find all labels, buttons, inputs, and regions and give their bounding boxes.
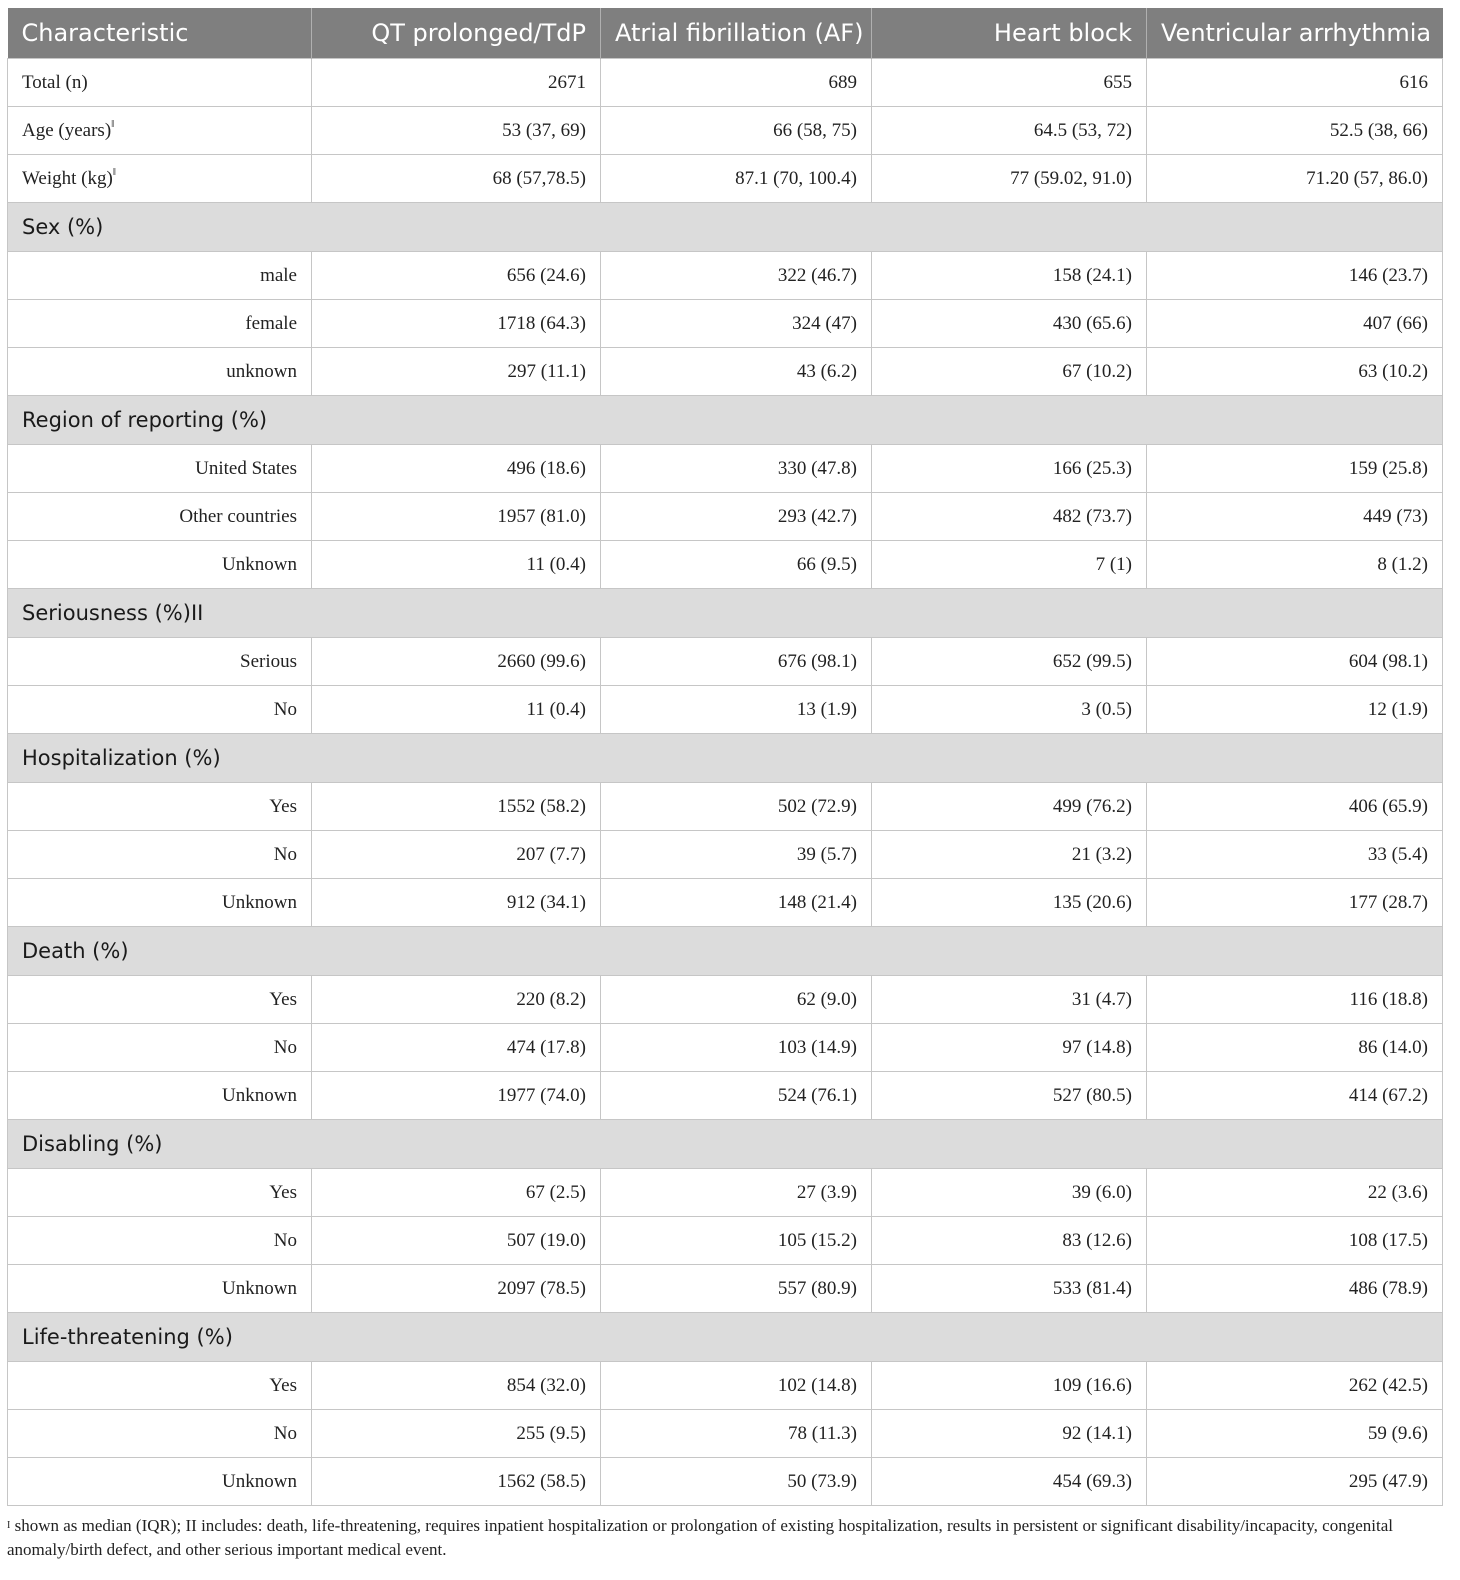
table-cell: 655 — [872, 59, 1147, 107]
table-cell: 414 (67.2) — [1147, 1072, 1443, 1120]
table-row — [8, 1217, 1443, 1265]
table-cell: 62 (9.0) — [601, 976, 872, 1024]
table-row — [8, 348, 1443, 396]
row-label-text: female — [245, 312, 297, 334]
row-label — [8, 638, 312, 686]
table-cell: 8 (1.2) — [1147, 541, 1443, 589]
table-row — [8, 1169, 1443, 1217]
table-row — [8, 1265, 1443, 1313]
table-cell: 52.5 (38, 66) — [1147, 107, 1443, 155]
row-label — [8, 1024, 312, 1072]
row-label-text: United States — [195, 457, 297, 479]
table-cell: 86 (14.0) — [1147, 1024, 1443, 1072]
characteristics-table — [7, 8, 1443, 1506]
table-cell: 557 (80.9) — [601, 1265, 872, 1313]
table-cell: 177 (28.7) — [1147, 879, 1443, 927]
table-cell: 533 (81.4) — [872, 1265, 1147, 1313]
table-cell: 449 (73) — [1147, 493, 1443, 541]
row-label — [8, 252, 312, 300]
row-label-text: Unknown — [222, 1277, 297, 1299]
table-cell: 2671 — [312, 59, 601, 107]
table-cell: 148 (21.4) — [601, 879, 872, 927]
table-cell: 166 (25.3) — [872, 445, 1147, 493]
section-header-row — [8, 927, 1443, 976]
header-qt-prolonged: QT prolonged/TdP — [312, 8, 601, 59]
table-row — [8, 252, 1443, 300]
table-cell: 109 (16.6) — [872, 1362, 1147, 1410]
table-row — [8, 1410, 1443, 1458]
row-label-text: No — [273, 1036, 297, 1058]
section-header-row — [8, 1120, 1443, 1169]
table-cell: 64.5 (53, 72) — [872, 107, 1147, 155]
characteristics-table-container — [7, 8, 1442, 1506]
table-row — [8, 493, 1443, 541]
section-label: Life-threatening (%) — [8, 1313, 1443, 1362]
table-cell: 854 (32.0) — [312, 1362, 601, 1410]
section-header-row — [8, 1313, 1443, 1362]
table-cell: 652 (99.5) — [872, 638, 1147, 686]
row-label-text: Age (years) — [22, 119, 112, 141]
table-cell: 68 (57,78.5) — [312, 155, 601, 203]
table-cell: 63 (10.2) — [1147, 348, 1443, 396]
table-row — [8, 445, 1443, 493]
row-label-superscript: ǁ — [112, 165, 116, 178]
table-cell: 7 (1) — [872, 541, 1147, 589]
row-label — [8, 493, 312, 541]
table-cell: 207 (7.7) — [312, 831, 601, 879]
header-characteristic: Characteristic — [8, 8, 312, 59]
table-row — [8, 59, 1443, 107]
table-row — [8, 879, 1443, 927]
table-cell: 324 (47) — [601, 300, 872, 348]
row-label — [8, 59, 312, 107]
table-cell: 13 (1.9) — [601, 686, 872, 734]
section-label: Death (%) — [8, 927, 1443, 976]
section-label: Seriousness (%)II — [8, 589, 1443, 638]
table-cell: 330 (47.8) — [601, 445, 872, 493]
table-row — [8, 1024, 1443, 1072]
table-cell: 499 (76.2) — [872, 783, 1147, 831]
table-cell: 524 (76.1) — [601, 1072, 872, 1120]
table-cell: 656 (24.6) — [312, 252, 601, 300]
row-label — [8, 1072, 312, 1120]
table-row — [8, 1072, 1443, 1120]
row-label — [8, 155, 312, 203]
table-cell: 604 (98.1) — [1147, 638, 1443, 686]
table-cell: 97 (14.8) — [872, 1024, 1147, 1072]
table-cell: 1718 (64.3) — [312, 300, 601, 348]
section-label: Disabling (%) — [8, 1120, 1443, 1169]
table-cell: 11 (0.4) — [312, 686, 601, 734]
table-row — [8, 107, 1443, 155]
table-cell: 59 (9.6) — [1147, 1410, 1443, 1458]
table-cell: 50 (73.9) — [601, 1458, 872, 1506]
row-label — [8, 1410, 312, 1458]
row-label-text: No — [273, 1422, 297, 1444]
table-cell: 262 (42.5) — [1147, 1362, 1443, 1410]
table-row — [8, 300, 1443, 348]
section-header-row — [8, 734, 1443, 783]
row-label — [8, 831, 312, 879]
table-cell: 676 (98.1) — [601, 638, 872, 686]
row-label-text: No — [273, 698, 297, 720]
table-cell: 92 (14.1) — [872, 1410, 1147, 1458]
row-label-text: unknown — [226, 360, 297, 382]
table-row — [8, 686, 1443, 734]
table-row — [8, 638, 1443, 686]
table-cell: 1562 (58.5) — [312, 1458, 601, 1506]
footnote-text: shown as median (IQR); II includes: death, life-threatening, requires inpatient hospitalization or prolongation of existing hospitalization, results in persistent or significant disability/incapacity, congenital anomaly/birth defect, and other serious important medical event. — [7, 1516, 1393, 1559]
table-row — [8, 155, 1443, 203]
table-row — [8, 783, 1443, 831]
section-header-row — [8, 396, 1443, 445]
table-row — [8, 831, 1443, 879]
table-cell: 116 (18.8) — [1147, 976, 1443, 1024]
table-cell: 27 (3.9) — [601, 1169, 872, 1217]
row-label-text: Unknown — [222, 891, 297, 913]
table-cell: 496 (18.6) — [312, 445, 601, 493]
section-header-row — [8, 203, 1443, 252]
table-cell: 912 (34.1) — [312, 879, 601, 927]
table-cell: 77 (59.02, 91.0) — [872, 155, 1147, 203]
table-cell: 430 (65.6) — [872, 300, 1147, 348]
table-cell: 2660 (99.6) — [312, 638, 601, 686]
header-atrial-fibrillation: Atrial fibrillation (AF) — [601, 8, 872, 59]
row-label — [8, 541, 312, 589]
table-cell: 71.20 (57, 86.0) — [1147, 155, 1443, 203]
row-label-text: Unknown — [222, 1084, 297, 1106]
header-heart-block: Heart block — [872, 8, 1147, 59]
table-row — [8, 1458, 1443, 1506]
table-header-row — [8, 8, 1443, 59]
table-cell: 407 (66) — [1147, 300, 1443, 348]
table-cell: 454 (69.3) — [872, 1458, 1147, 1506]
header-ventricular-arrhythmia: Ventricular arrhythmia — [1147, 8, 1443, 59]
row-label-text: Total (n) — [22, 71, 88, 93]
table-cell: 220 (8.2) — [312, 976, 601, 1024]
row-label-text: Yes — [269, 1181, 297, 1203]
row-label — [8, 783, 312, 831]
table-cell: 297 (11.1) — [312, 348, 601, 396]
row-label — [8, 1265, 312, 1313]
row-label-text: male — [260, 264, 297, 286]
table-cell: 293 (42.7) — [601, 493, 872, 541]
table-cell: 689 — [601, 59, 872, 107]
row-label-text: Serious — [240, 650, 297, 672]
table-cell: 83 (12.6) — [872, 1217, 1147, 1265]
section-label: Hospitalization (%) — [8, 734, 1443, 783]
table-footnote — [7, 1514, 1447, 1562]
table-cell: 67 (10.2) — [872, 348, 1147, 396]
row-label — [8, 1169, 312, 1217]
row-label — [8, 1217, 312, 1265]
table-cell: 474 (17.8) — [312, 1024, 601, 1072]
table-cell: 87.1 (70, 100.4) — [601, 155, 872, 203]
table-cell: 527 (80.5) — [872, 1072, 1147, 1120]
table-cell: 507 (19.0) — [312, 1217, 601, 1265]
table-cell: 159 (25.8) — [1147, 445, 1443, 493]
table-cell: 53 (37, 69) — [312, 107, 601, 155]
row-label-text: No — [273, 1229, 297, 1251]
table-cell: 486 (78.9) — [1147, 1265, 1443, 1313]
row-label — [8, 445, 312, 493]
table-cell: 102 (14.8) — [601, 1362, 872, 1410]
table-cell: 616 — [1147, 59, 1443, 107]
table-row — [8, 1362, 1443, 1410]
table-cell: 78 (11.3) — [601, 1410, 872, 1458]
row-label-text: Yes — [269, 1374, 297, 1396]
table-cell: 11 (0.4) — [312, 541, 601, 589]
table-cell: 406 (65.9) — [1147, 783, 1443, 831]
table-cell: 502 (72.9) — [601, 783, 872, 831]
table-cell: 43 (6.2) — [601, 348, 872, 396]
table-cell: 158 (24.1) — [872, 252, 1147, 300]
row-label — [8, 1362, 312, 1410]
row-label-text: Weight (kg) — [22, 167, 113, 189]
table-cell: 66 (9.5) — [601, 541, 872, 589]
table-cell: 66 (58, 75) — [601, 107, 872, 155]
table-cell: 33 (5.4) — [1147, 831, 1443, 879]
table-cell: 322 (46.7) — [601, 252, 872, 300]
table-cell: 3 (0.5) — [872, 686, 1147, 734]
footnote-mark: I — [7, 1520, 11, 1531]
table-cell: 22 (3.6) — [1147, 1169, 1443, 1217]
table-row — [8, 976, 1443, 1024]
table-cell: 31 (4.7) — [872, 976, 1147, 1024]
row-label-text: Unknown — [222, 1470, 297, 1492]
table-cell: 1977 (74.0) — [312, 1072, 601, 1120]
row-label — [8, 300, 312, 348]
row-label-text: Yes — [269, 988, 297, 1010]
table-cell: 146 (23.7) — [1147, 252, 1443, 300]
table-cell: 12 (1.9) — [1147, 686, 1443, 734]
table-cell: 135 (20.6) — [872, 879, 1147, 927]
table-cell: 39 (6.0) — [872, 1169, 1147, 1217]
table-cell: 1552 (58.2) — [312, 783, 601, 831]
table-cell: 295 (47.9) — [1147, 1458, 1443, 1506]
table-body — [8, 59, 1443, 1506]
table-cell: 105 (15.2) — [601, 1217, 872, 1265]
table-cell: 67 (2.5) — [312, 1169, 601, 1217]
table-cell: 482 (73.7) — [872, 493, 1147, 541]
row-label — [8, 348, 312, 396]
row-label-superscript: ǁ — [111, 117, 115, 130]
row-label — [8, 686, 312, 734]
row-label — [8, 879, 312, 927]
row-label-text: Other countries — [179, 505, 297, 527]
row-label — [8, 1458, 312, 1506]
section-label: Region of reporting (%) — [8, 396, 1443, 445]
section-label: Sex (%) — [8, 203, 1443, 252]
table-cell: 108 (17.5) — [1147, 1217, 1443, 1265]
table-cell: 1957 (81.0) — [312, 493, 601, 541]
row-label-text: Yes — [269, 795, 297, 817]
section-header-row — [8, 589, 1443, 638]
row-label — [8, 107, 312, 155]
row-label-text: Unknown — [222, 553, 297, 575]
row-label-text: No — [273, 843, 297, 865]
table-row — [8, 541, 1443, 589]
table-cell: 39 (5.7) — [601, 831, 872, 879]
table-cell: 255 (9.5) — [312, 1410, 601, 1458]
table-cell: 2097 (78.5) — [312, 1265, 601, 1313]
table-cell: 103 (14.9) — [601, 1024, 872, 1072]
table-cell: 21 (3.2) — [872, 831, 1147, 879]
row-label — [8, 976, 312, 1024]
